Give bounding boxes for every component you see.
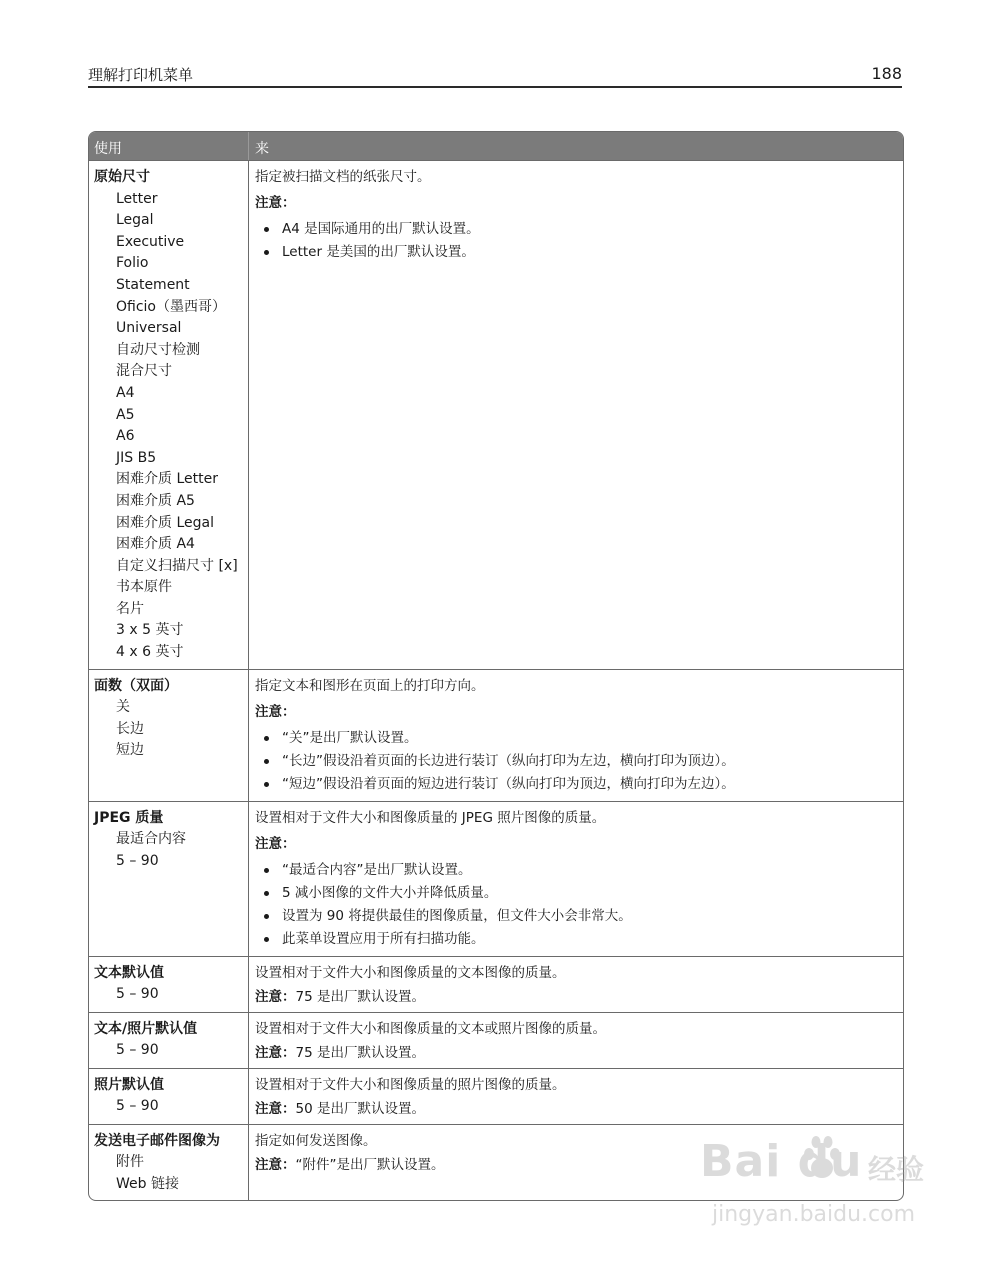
table-row bbox=[89, 1012, 903, 1068]
setting-option: 困难介质 Letter bbox=[116, 471, 218, 488]
description-cell bbox=[249, 957, 903, 1012]
setting-option: 5 – 90 bbox=[116, 852, 159, 869]
setting-description: 指定文本和图形在页面上的打印方向。 bbox=[255, 677, 485, 694]
list-item-text: A4 是国际通用的出厂默认设置。 bbox=[282, 221, 480, 237]
bullet-icon bbox=[264, 736, 269, 741]
setting-option: 3 x 5 英寸 bbox=[116, 622, 184, 639]
setting-option: 附件 bbox=[116, 1154, 144, 1171]
description-cell bbox=[249, 802, 903, 956]
setting-cell bbox=[89, 802, 249, 956]
bullet-icon bbox=[264, 250, 269, 255]
page-header bbox=[88, 62, 902, 88]
list-item bbox=[255, 905, 895, 928]
setting-title: 文本默认值 bbox=[94, 964, 164, 981]
list-item-text: “最适合内容”是出厂默认设置。 bbox=[282, 861, 472, 878]
description-cell bbox=[249, 670, 903, 801]
setting-option: 名片 bbox=[116, 600, 144, 617]
note bbox=[255, 987, 895, 1007]
description-cell bbox=[249, 1013, 903, 1068]
setting-title: 面数（双面） bbox=[94, 677, 178, 694]
bullet-icon bbox=[264, 759, 269, 764]
list-item-text: 设置为 90 将提供最佳的图像质量，但文件大小会非常大。 bbox=[282, 907, 632, 924]
setting-option: 4 x 6 英寸 bbox=[116, 644, 184, 661]
table-row bbox=[89, 1068, 903, 1124]
table-row bbox=[89, 801, 903, 956]
setting-option: 困难介质 A5 bbox=[116, 492, 195, 509]
column-header-to: 来 bbox=[255, 141, 269, 157]
bullet-icon bbox=[264, 868, 269, 873]
setting-option: 最适合内容 bbox=[116, 831, 186, 848]
setting-cell bbox=[89, 161, 249, 669]
setting-option: Universal bbox=[116, 320, 182, 337]
paw-icon bbox=[800, 1132, 844, 1184]
note-text: “附件”是出厂默认设置。 bbox=[295, 1156, 445, 1173]
setting-cell bbox=[89, 670, 249, 801]
setting-option: 书本原件 bbox=[116, 579, 172, 596]
bullet-icon bbox=[264, 937, 269, 942]
list-item-text: “关”是出厂默认设置。 bbox=[282, 729, 418, 746]
watermark-url: jingyan.baidu.com bbox=[712, 1202, 916, 1227]
setting-option: 关 bbox=[116, 699, 130, 716]
setting-title: 发送电子邮件图像为 bbox=[94, 1132, 220, 1149]
bullet-icon bbox=[264, 227, 269, 232]
setting-description: 设置相对于文件大小和图像质量的文本图像的质量。 bbox=[255, 964, 566, 981]
setting-cell bbox=[89, 1125, 249, 1201]
list-item-text: 此菜单设置应用于所有扫描功能。 bbox=[282, 930, 485, 947]
watermark-brand: Bai du bbox=[700, 1136, 863, 1187]
setting-option: A5 bbox=[116, 406, 135, 423]
setting-title: 照片默认值 bbox=[94, 1076, 164, 1093]
column-header-use: 使用 bbox=[89, 132, 249, 160]
setting-cell bbox=[89, 957, 249, 1012]
list-item bbox=[255, 218, 895, 241]
note-text: 50 是出厂默认设置。 bbox=[295, 1100, 425, 1117]
table-row bbox=[89, 956, 903, 1012]
note-label: 注意： bbox=[255, 988, 296, 1005]
setting-option: Letter bbox=[116, 190, 158, 207]
note-text: 75 是出厂默认设置。 bbox=[295, 1044, 425, 1061]
description-cell bbox=[249, 1069, 903, 1124]
note-label: 注意： bbox=[255, 1100, 296, 1117]
note-label: 注意： bbox=[255, 195, 296, 211]
setting-option: 5 – 90 bbox=[116, 1098, 159, 1115]
setting-option: A4 bbox=[116, 384, 135, 401]
list-item bbox=[255, 882, 895, 905]
list-item bbox=[255, 773, 895, 796]
list-item bbox=[255, 241, 895, 264]
setting-description: 指定被扫描文档的纸张尺寸。 bbox=[255, 169, 431, 185]
setting-title: JPEG 质量 bbox=[94, 809, 164, 826]
bullet-icon bbox=[264, 782, 269, 787]
list-item-text: “长边”假设沿着页面的长边进行装订（纵向打印为左边，横向打印为顶边）。 bbox=[282, 752, 735, 769]
setting-option: Folio bbox=[116, 255, 149, 272]
setting-option: JIS B5 bbox=[116, 449, 157, 466]
list-item-text: “短边”假设沿着页面的短边进行装订（纵向打印为顶边，横向打印为左边）。 bbox=[282, 775, 735, 792]
table-row bbox=[89, 160, 903, 669]
note-label: 注意： bbox=[255, 1156, 296, 1173]
description-cell bbox=[249, 161, 903, 669]
setting-description: 设置相对于文件大小和图像质量的照片图像的质量。 bbox=[255, 1076, 566, 1093]
setting-description: 设置相对于文件大小和图像质量的 JPEG 照片图像的质量。 bbox=[255, 809, 606, 826]
page-number: 188 bbox=[871, 64, 902, 83]
setting-description: 指定如何发送图像。 bbox=[255, 1132, 377, 1149]
setting-option: Web 链接 bbox=[116, 1175, 179, 1192]
list-item bbox=[255, 859, 895, 882]
note-list bbox=[255, 218, 895, 264]
setting-option: A6 bbox=[116, 428, 135, 445]
bullet-icon bbox=[264, 914, 269, 919]
setting-option: 5 – 90 bbox=[116, 986, 159, 1003]
note bbox=[255, 1043, 895, 1063]
watermark-cn: 经验 bbox=[868, 1153, 925, 1186]
setting-option: 长边 bbox=[116, 720, 144, 737]
setting-option: 困难介质 A4 bbox=[116, 536, 195, 553]
note-label: 注意： bbox=[255, 1044, 296, 1061]
list-item bbox=[255, 727, 895, 750]
note-list bbox=[255, 727, 895, 796]
setting-option: 5 – 90 bbox=[116, 1042, 159, 1059]
bullet-icon bbox=[264, 891, 269, 896]
setting-title: 原始尺寸 bbox=[94, 169, 150, 185]
note bbox=[255, 1099, 895, 1119]
watermark bbox=[700, 1130, 940, 1240]
note-label: 注意： bbox=[255, 835, 296, 852]
setting-option: 自动尺寸检测 bbox=[116, 341, 200, 358]
menu-table bbox=[88, 131, 904, 1201]
setting-title: 文本/照片默认值 bbox=[94, 1020, 198, 1037]
setting-description: 设置相对于文件大小和图像质量的文本或照片图像的质量。 bbox=[255, 1020, 606, 1037]
list-item bbox=[255, 750, 895, 773]
setting-option: 自定义扫描尺寸 [x] bbox=[116, 557, 238, 574]
list-item bbox=[255, 928, 895, 951]
setting-option: Oficio（墨西哥） bbox=[116, 298, 226, 315]
table-header-row bbox=[89, 132, 903, 160]
note-text: 75 是出厂默认设置。 bbox=[295, 988, 425, 1005]
setting-option: 短边 bbox=[116, 742, 144, 759]
list-item-text: 5 减小图像的文件大小并降低质量。 bbox=[282, 884, 498, 901]
note-list bbox=[255, 859, 895, 951]
setting-option: 困难介质 Legal bbox=[116, 514, 214, 531]
setting-cell bbox=[89, 1013, 249, 1068]
setting-option: Executive bbox=[116, 233, 185, 250]
setting-option: Legal bbox=[116, 212, 154, 229]
setting-cell bbox=[89, 1069, 249, 1124]
section-title: 理解打印机菜单 bbox=[88, 66, 194, 84]
list-item-text: Letter 是美国的出厂默认设置。 bbox=[282, 244, 475, 260]
setting-option: 混合尺寸 bbox=[116, 363, 172, 380]
note-label: 注意： bbox=[255, 703, 296, 720]
table-row bbox=[89, 669, 903, 801]
setting-option: Statement bbox=[116, 276, 190, 293]
